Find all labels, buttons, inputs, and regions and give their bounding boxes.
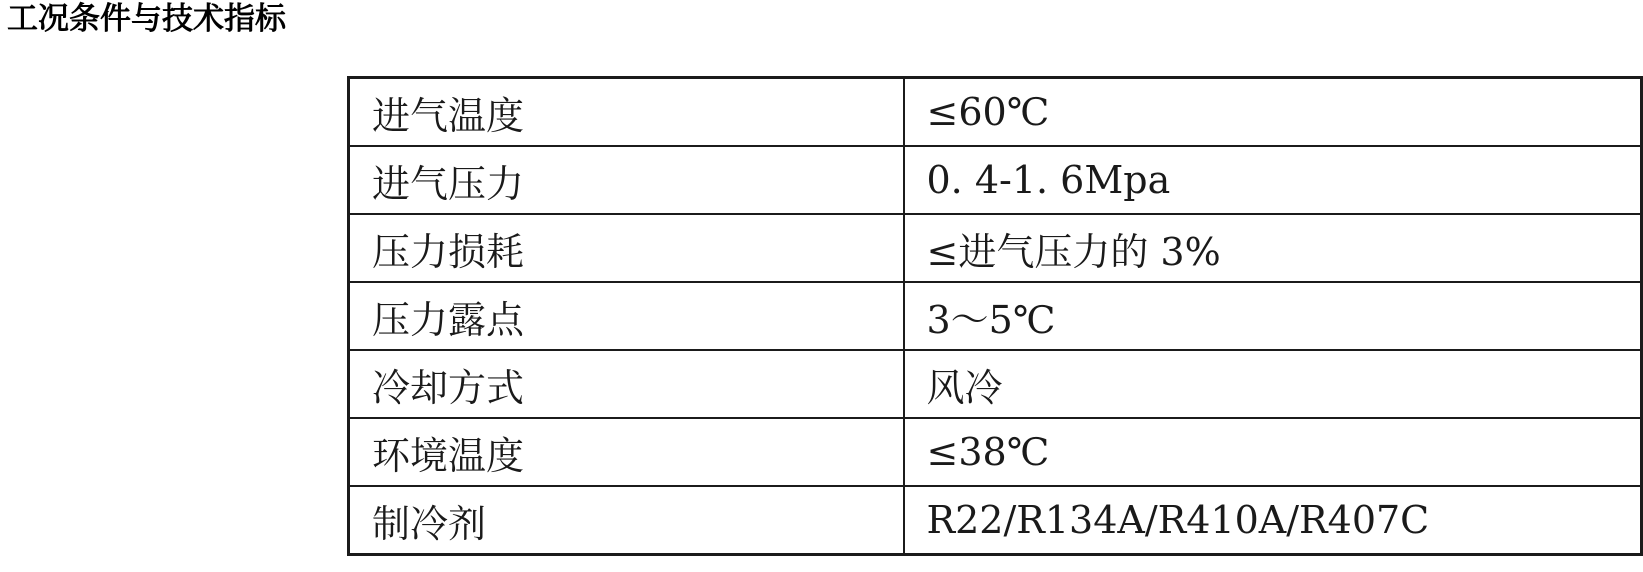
spec-value-cell: R22/R134A/R410A/R407C (904, 486, 1642, 555)
spec-label-cell: 压力露点 (349, 282, 904, 350)
spec-table (347, 76, 1643, 556)
table-row (349, 486, 1642, 555)
spec-value-cell: 0. 4-1. 6Mpa (904, 146, 1642, 214)
spec-value-cell: 风冷 (904, 350, 1642, 418)
spec-label-cell: 进气压力 (349, 146, 904, 214)
table-row (349, 146, 1642, 214)
spec-label-cell: 冷却方式 (349, 350, 904, 418)
table-row (349, 418, 1642, 486)
spec-label-cell: 压力损耗 (349, 214, 904, 282)
spec-value-cell: ≤38℃ (904, 418, 1642, 486)
table-row (349, 350, 1642, 418)
spec-label-cell: 进气温度 (349, 78, 904, 147)
spec-value-cell: 3～5℃ (904, 282, 1642, 350)
table-row (349, 78, 1642, 147)
page-title: 工况条件与技术指标 (7, 1, 286, 37)
table-row (349, 214, 1642, 282)
table-row (349, 282, 1642, 350)
spec-label-cell: 制冷剂 (349, 486, 904, 555)
spec-value-cell: ≤进气压力的 3% (904, 214, 1642, 282)
spec-label-cell: 环境温度 (349, 418, 904, 486)
spec-value-cell: ≤60℃ (904, 78, 1642, 147)
